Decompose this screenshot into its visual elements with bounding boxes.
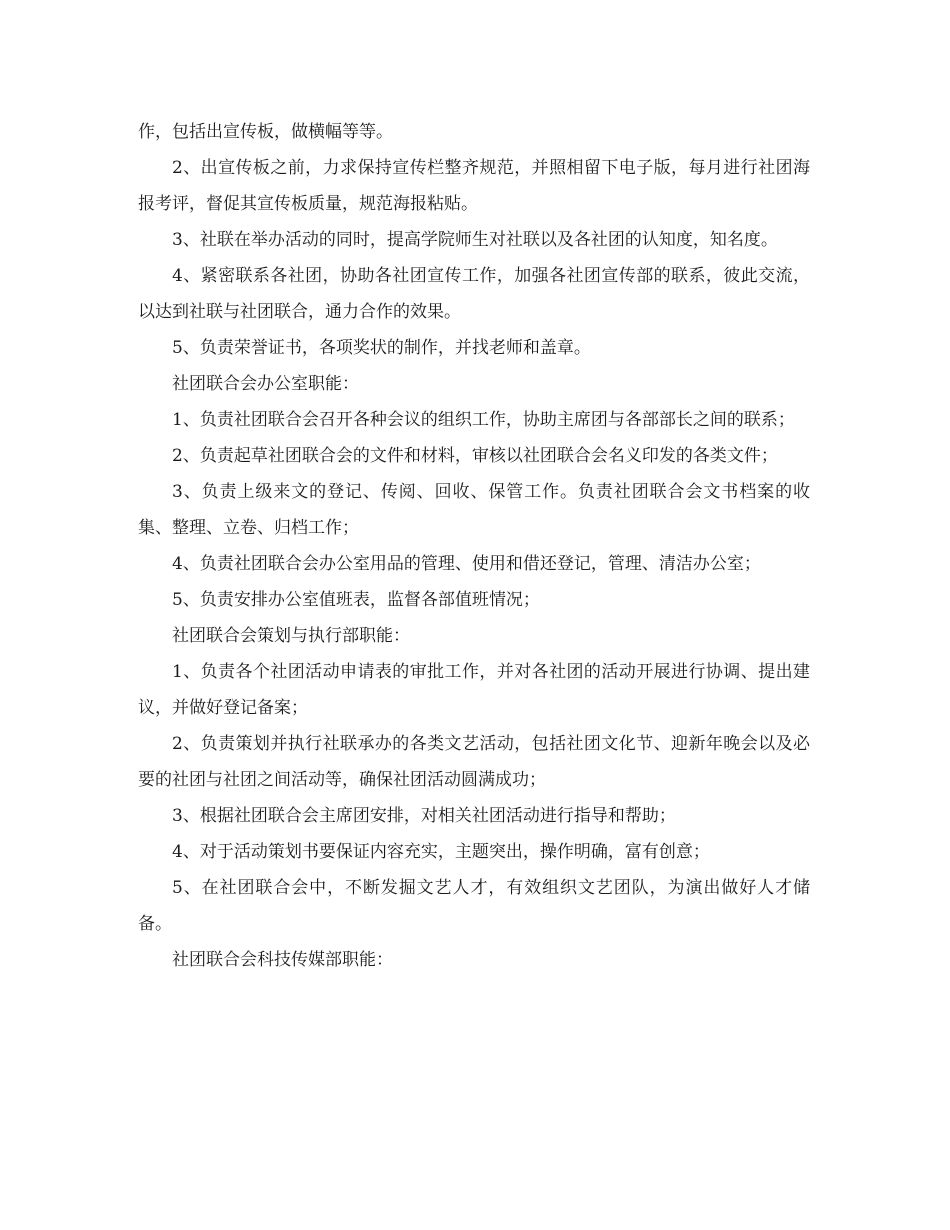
paragraph-1: 作，包括出宣传板，做横幅等等。 [138, 122, 393, 142]
paragraph-3: 3、社联在举办活动的同时，提高学院师生对社联以及各社团的认知度，知名度。 [172, 230, 778, 250]
paragraph-15: 3、根据社团联合会主席团安排，对相关社团活动进行指导和帮助； [172, 806, 676, 826]
paragraph-16: 4、对于活动策划书要保证内容充实，主题突出，操作明确，富有创意； [172, 842, 710, 862]
paragraph-5: 5、负责荣誉证书，各项奖状的制作，并找老师和盖章。 [172, 338, 591, 358]
paragraph-13: 1、负责各个社团活动申请表的审批工作，并对各社团的活动开展进行协调、提出建议，并做好登记备案； [138, 662, 810, 718]
paragraph-17: 5、在社团联合会中，不断发掘文艺人才，有效组织文艺团队，为演出做好人才储备。 [138, 878, 810, 934]
paragraph-8: 2、负责起草社团联合会的文件和材料，审核以社团联合会名义印发的各类文件； [172, 446, 778, 466]
section-heading-planning: 社团联合会策划与执行部职能： [172, 626, 410, 646]
section-heading-office: 社团联合会办公室职能： [172, 374, 359, 394]
paragraph-7: 1、负责社团联合会召开各种会议的组织工作，协助主席团与各部部长之间的联系； [172, 410, 795, 430]
paragraph-9: 3、负责上级来文的登记、传阅、回收、保管工作。负责社团联合会文书档案的收集、整理、立卷、归档工作； [138, 482, 810, 538]
document-body [138, 114, 810, 978]
paragraph-4: 4、紧密联系各社团，协助各社团宣传工作，加强各社团宣传部的联系，彼此交流，以达到社联与社团联合，通力合作的效果。 [138, 266, 810, 322]
paragraph-2: 2、出宣传板之前，力求保持宣传栏整齐规范，并照相留下电子版，每月进行社团海报考评，督促其宣传板质量，规范海报粘贴。 [138, 158, 810, 214]
paragraph-11: 5、负责安排办公室值班表，监督各部值班情况； [172, 590, 540, 610]
section-heading-tech-media: 社团联合会科技传媒部职能： [172, 950, 393, 970]
paragraph-10: 4、负责社团联合会办公室用品的管理、使用和借还登记，管理、清洁办公室； [172, 554, 761, 574]
paragraph-14: 2、负责策划并执行社联承办的各类文艺活动，包括社团文化节、迎新年晚会以及必要的社团与社团之间活动等，确保社团活动圆满成功； [138, 734, 810, 790]
